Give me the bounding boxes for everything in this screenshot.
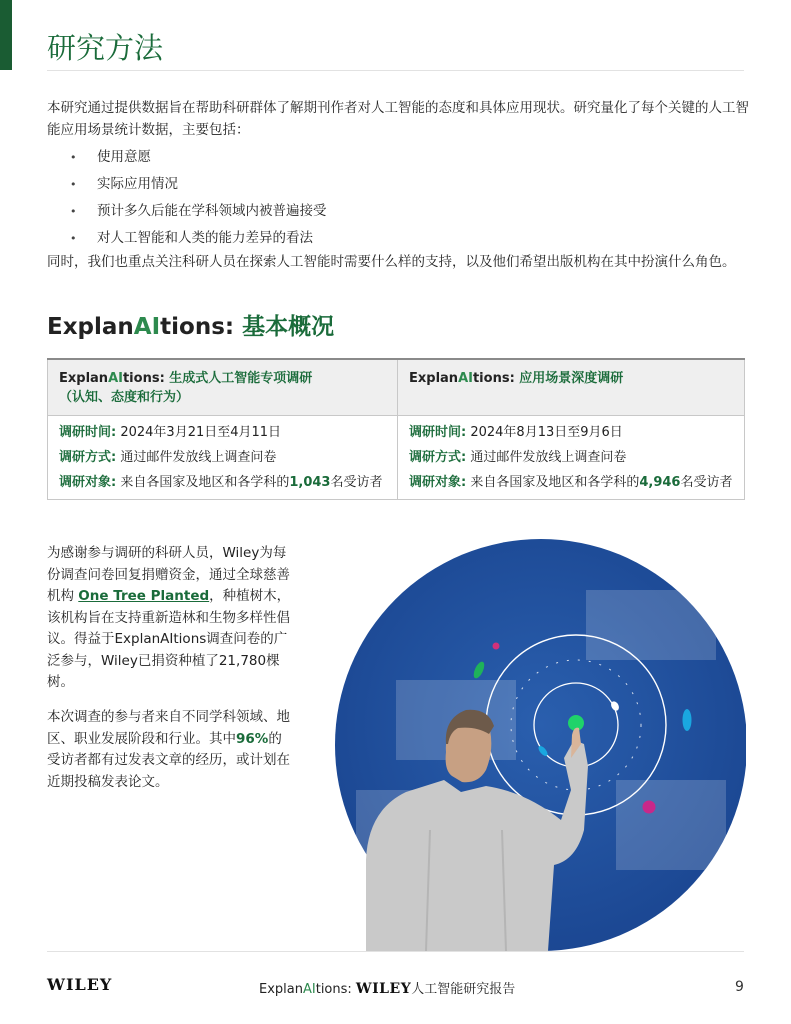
heading-brand-post: tions:: [160, 314, 235, 340]
header-divider: [47, 70, 744, 71]
field-value: 2024年8月13日至9月6日: [466, 425, 623, 440]
survey-target: [409, 474, 733, 491]
survey-method: [409, 449, 733, 466]
blue-node-icon: [683, 709, 692, 731]
footer-brand-post: tions:: [315, 982, 356, 997]
bullet-marker: •: [70, 151, 77, 164]
field-label: 调研方式:: [409, 450, 467, 465]
field-label: 调研对象:: [409, 475, 467, 490]
column-header-scenario-survey: [398, 359, 745, 416]
survey-method: [59, 449, 386, 466]
thanks-text-end: ，种植树木，该机构旨在支持重新造林和生物多样性倡议。得益于ExplanAItions调查问卷的广泛参与，Wiley已捐资种植了21,780棵树。: [47, 588, 291, 690]
field-label: 调研时间:: [59, 425, 117, 440]
list-item-label: 预计多久后能在学科领域内被普遍接受: [97, 203, 327, 219]
section-accent-bar: [0, 0, 12, 70]
table-cell: [48, 416, 398, 500]
column-header-generative-survey: [48, 359, 398, 416]
table-row: [48, 416, 745, 500]
overview-heading: [47, 308, 334, 341]
thanks-paragraph: [47, 543, 292, 694]
list-item: [70, 225, 327, 252]
footer-brand-ai: AI: [302, 982, 316, 997]
field-value: 来自各国家及地区和各学科的: [466, 475, 640, 490]
bullet-marker: •: [70, 178, 77, 191]
closing-paragraph: 同时，我们也重点关注科研人员在探索人工智能时需要什么样的支持，以及他们希望出版机构在其中扮演什么角色。: [47, 254, 736, 270]
table-header-row: [48, 359, 745, 416]
respondent-count: 4,946: [639, 475, 681, 490]
survey-target: [59, 474, 386, 491]
wiley-logo: WILEY: [47, 975, 113, 994]
bullet-list: [70, 144, 327, 252]
field-value: 2024年3月21日至4月11日: [116, 425, 282, 440]
field-value-suffix: 名受访者: [680, 475, 733, 490]
field-value: 通过邮件发放线上调查问卷: [466, 450, 627, 465]
field-label: 调研方式:: [59, 450, 117, 465]
bullet-marker: •: [70, 205, 77, 218]
brand-ai: AI: [458, 371, 473, 386]
column-subtitle: （认知、态度和行为）: [59, 390, 190, 405]
survey-time: [409, 424, 733, 441]
field-value-suffix: 名受访者: [330, 475, 383, 490]
intro-paragraph: 本研究通过提供数据旨在帮助科研群体了解期刊作者对人工智能的态度和具体应用现状。研究量化了每个关键的人工智能应用场景统计数据，主要包括：: [47, 100, 749, 138]
brand-pre: Explan: [409, 371, 459, 386]
footer-divider: [47, 951, 744, 952]
brand-post: tions:: [472, 371, 515, 386]
section-title: 研究方法: [47, 31, 164, 65]
field-value: 来自各国家及地区和各学科的: [116, 475, 290, 490]
table-cell: [398, 416, 745, 500]
heading-brand-pre: Explan: [47, 314, 134, 340]
brand-pre: Explan: [59, 371, 109, 386]
survey-table: [47, 358, 745, 500]
pink-dot-icon: [493, 643, 500, 650]
column-title: 生成式人工智能专项调研: [164, 371, 313, 386]
list-item-label: 使用意愿: [97, 149, 151, 165]
field-label: 调研时间:: [409, 425, 467, 440]
list-item-label: 对人工智能和人类的能力差异的看法: [97, 230, 313, 246]
list-item-label: 实际应用情况: [97, 176, 178, 192]
list-item: [70, 198, 327, 225]
participants-text-end: 的受访者都有过发表文章的经历，或计划在近期投稿发表论文。: [47, 730, 290, 790]
brand-post: tions:: [122, 371, 165, 386]
list-item: [70, 171, 327, 198]
brand-ai: AI: [108, 371, 123, 386]
list-item: [70, 144, 327, 171]
heading-brand-ai: AI: [133, 314, 161, 340]
footer-wiley-wordmark: WILEY: [355, 981, 412, 997]
magenta-node-icon: [643, 801, 656, 814]
page-number: 9: [735, 979, 744, 995]
field-label: 调研对象:: [59, 475, 117, 490]
respondent-count: 1,043: [289, 475, 331, 490]
field-value: 通过邮件发放线上调查问卷: [116, 450, 277, 465]
bullet-marker: •: [70, 232, 77, 245]
footer-brand-pre: Explan: [259, 982, 303, 997]
heading-rest: 基本概况: [234, 314, 335, 340]
survey-time: [59, 424, 386, 441]
thanks-text: 为感谢参与调研的科研人员，Wiley为每份调查问卷回复捐赠资金，通过全球慈善机构: [47, 545, 290, 604]
participants-paragraph: [47, 707, 292, 793]
column-title: 应用场景深度调研: [514, 371, 624, 386]
published-percentage: 96%: [236, 730, 269, 747]
footer-report-label: 人工智能研究报告: [411, 982, 516, 997]
participants-text: 本次调查的参与者来自不同学科领域、地区、职业发展阶段和行业。其中: [47, 709, 290, 747]
one-tree-planted-link[interactable]: One Tree Planted: [78, 588, 210, 604]
ai-interaction-illustration: [326, 530, 746, 951]
report-title-footer: [259, 978, 515, 997]
